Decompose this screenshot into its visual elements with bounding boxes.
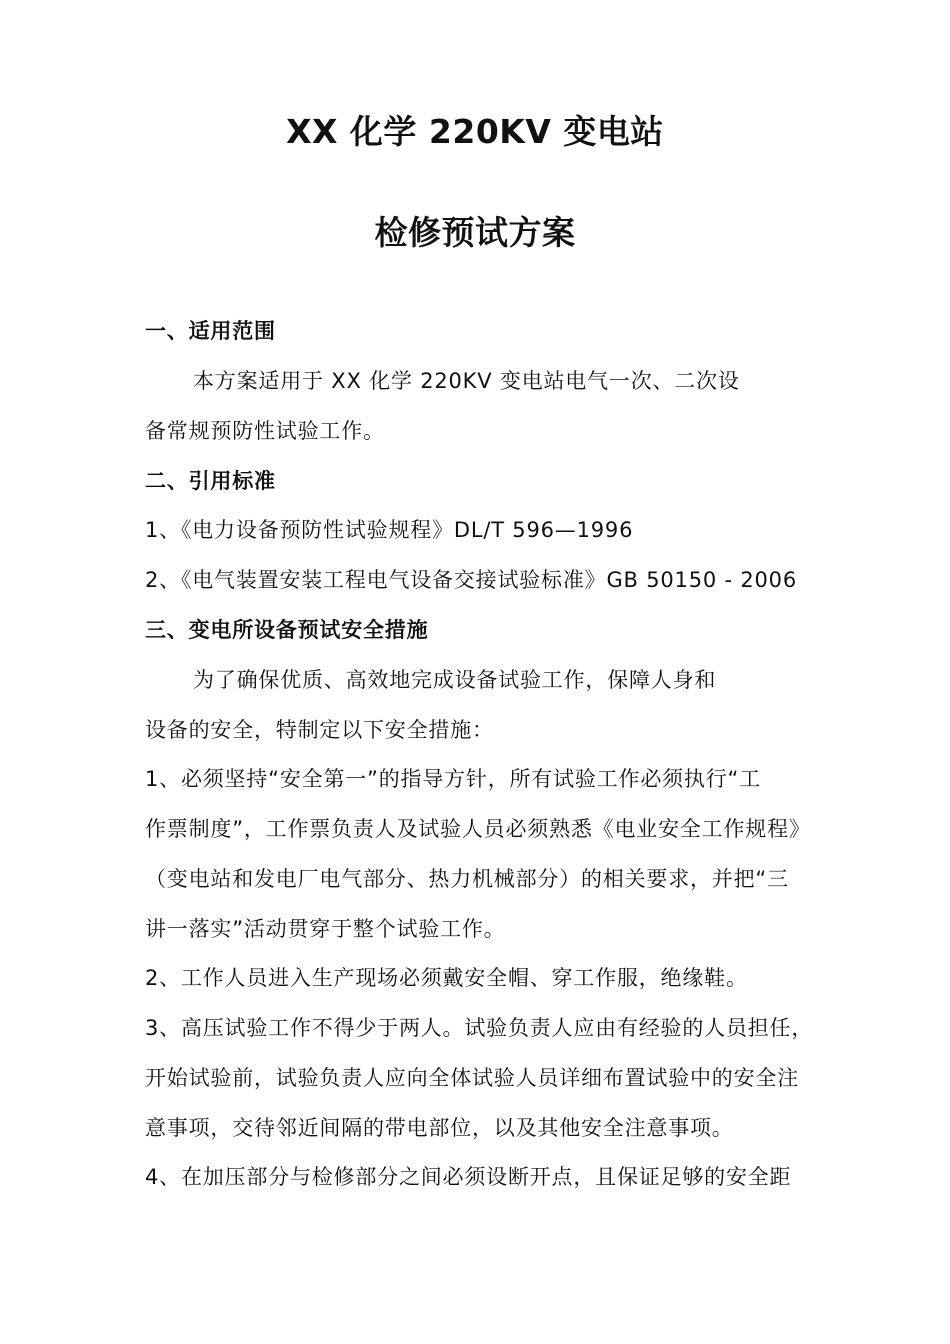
standard-reference-item: 2、《电气装置安装工程电气设备交接试验标准》GB 50150 - 2006: [145, 568, 797, 592]
safety-item1-line: （变电站和发电厂电气部分、热力机械部分）的相关要求，并把“三: [145, 867, 789, 891]
section3-intro-line: 为了确保优质、高效地完成设备试验工作，保障人身和: [193, 668, 717, 692]
section3-heading: 三、变电所设备预试安全措施: [145, 618, 429, 642]
section1-paragraph-line: 备常规预防性试验工作。: [145, 419, 385, 443]
safety-item3-line: 3、高压试验工作不得少于两人。试验负责人应由有经验的人员担任，: [145, 1016, 814, 1040]
safety-item3-line: 开始试验前，试验负责人应向全体试验人员详细布置试验中的安全注: [145, 1066, 799, 1090]
safety-item1-line: 1、必须坚持“安全第一”的指导方针，所有试验工作必须执行“工: [145, 767, 761, 791]
safety-item4-line: 4、在加压部分与检修部分之间必须设断开点，且保证足够的安全距: [145, 1165, 792, 1189]
standard-reference-item: 1、《电力设备预防性试验规程》DL/T 596—1996: [145, 518, 634, 542]
section3-intro-line: 设备的安全，特制定以下安全措施：: [145, 718, 494, 742]
safety-item3-line: 意事项，交待邻近间隔的带电部位，以及其他安全注意事项。: [145, 1116, 734, 1140]
document-title-line1: XX 化学 220KV 变电站: [286, 112, 664, 151]
document-title-line2: 检修预试方案: [374, 213, 576, 252]
section2-heading: 二、引用标准: [145, 469, 276, 493]
safety-item1-line: 作票制度”，工作票负责人及试验人员必须熟悉《电业安全工作规程》: [145, 817, 811, 841]
section1-paragraph-line: 本方案适用于 XX 化学 220KV 变电站电气一次、二次设: [193, 369, 740, 393]
section1-heading: 一、适用范围: [145, 319, 276, 343]
safety-item1-line: 讲一落实”活动贯穿于整个试验工作。: [145, 917, 506, 941]
safety-item2-line: 2、工作人员进入生产现场必须戴安全帽、穿工作服，绝缘鞋。: [145, 966, 748, 990]
